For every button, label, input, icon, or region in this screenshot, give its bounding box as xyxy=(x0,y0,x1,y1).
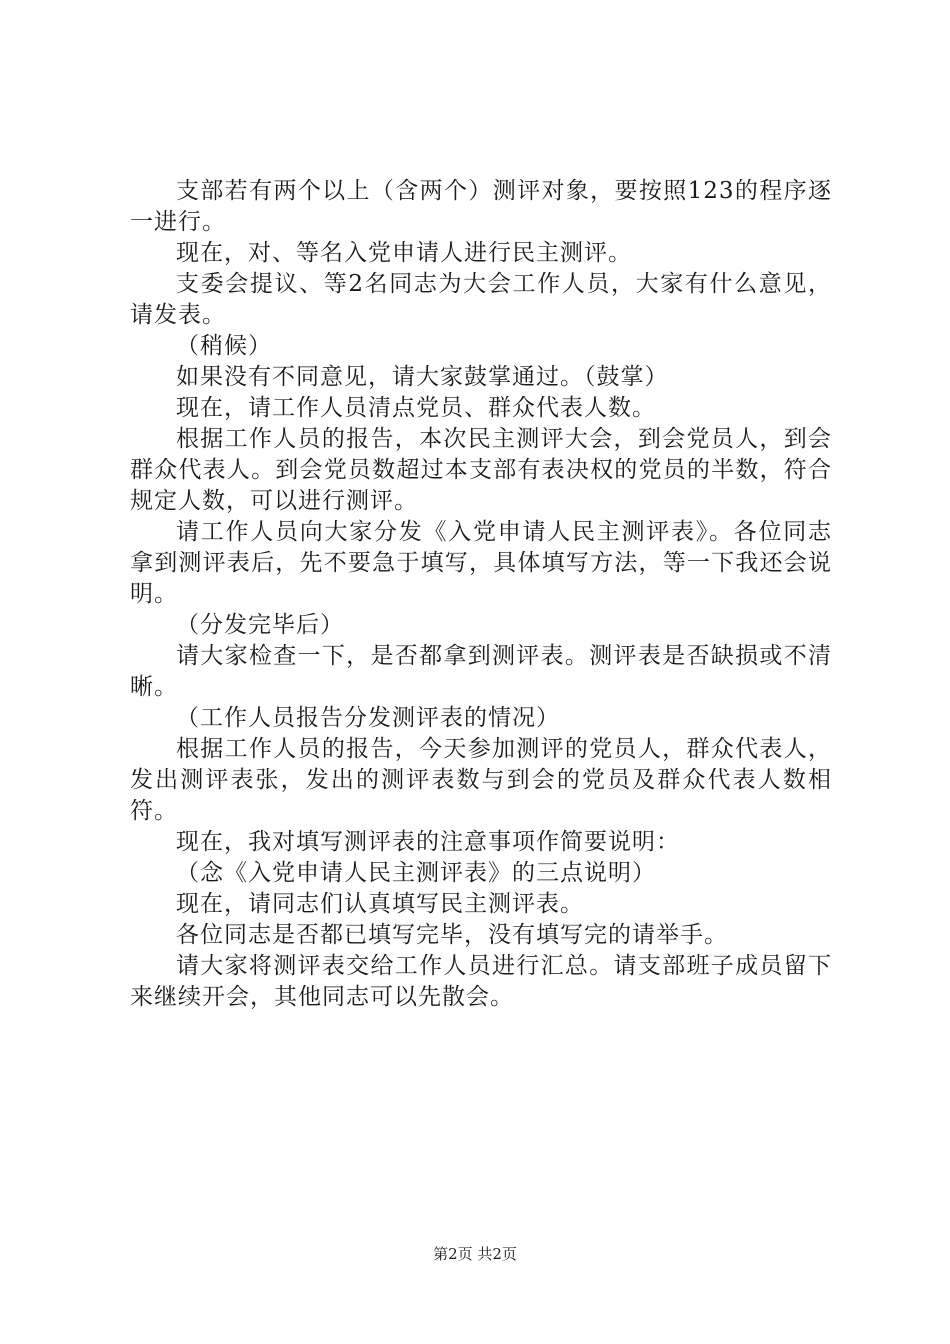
paragraph: 支委会提议、等2名同志为大会工作人员，大家有什么意见，请发表。 xyxy=(130,271,832,328)
paragraph: （工作人员报告分发测评表的情况） xyxy=(176,705,560,731)
paragraph: 现在，请同志们认真填写民主测评表。 xyxy=(176,891,584,917)
paragraph: （分发完毕后） xyxy=(176,612,344,638)
paragraph: 现在，我对填写测评表的注意事项作简要说明： xyxy=(176,829,680,855)
paragraph: 支部若有两个以上（含两个）测评对象，要按照123的程序逐一进行。 xyxy=(130,178,832,235)
paragraph: （稍候） xyxy=(176,333,272,359)
paragraph: 各位同志是否都已填写完毕，没有填写完的请举手。 xyxy=(176,922,728,948)
paragraph: （念《入党申请人民主测评表》的三点说明） xyxy=(176,860,656,886)
paragraph: 根据工作人员的报告，本次民主测评大会，到会党员人，到会群众代表人。到会党员数超过本支部有表决权的党员的半数，符合规定人数，可以进行测评。 xyxy=(130,426,832,514)
paragraph: 请大家将测评表交给工作人员进行汇总。请支部班子成员留下来继续开会，其他同志可以先散会。 xyxy=(130,953,832,1010)
document-body xyxy=(130,176,832,1013)
paragraph: 请大家检查一下，是否都拿到测评表。测评表是否缺损或不清晰。 xyxy=(130,643,832,700)
paragraph: 根据工作人员的报告，今天参加测评的党员人，群众代表人，发出测评表张，发出的测评表数与到会的党员及群众代表人数相符。 xyxy=(130,736,832,824)
paragraph: 现在，对、等名入党申请人进行民主测评。 xyxy=(176,240,632,266)
paragraph: 如果没有不同意见，请大家鼓掌通过。（鼓掌） xyxy=(176,364,669,390)
page-footer: 第2页 共2页 xyxy=(433,1245,517,1263)
paragraph: 现在，请工作人员清点党员、群众代表人数。 xyxy=(176,395,656,421)
paragraph: 请工作人员向大家分发《入党申请人民主测评表》。各位同志拿到测评表后，先不要急于填写，具体填写方法，等一下我还会说明。 xyxy=(130,519,832,607)
